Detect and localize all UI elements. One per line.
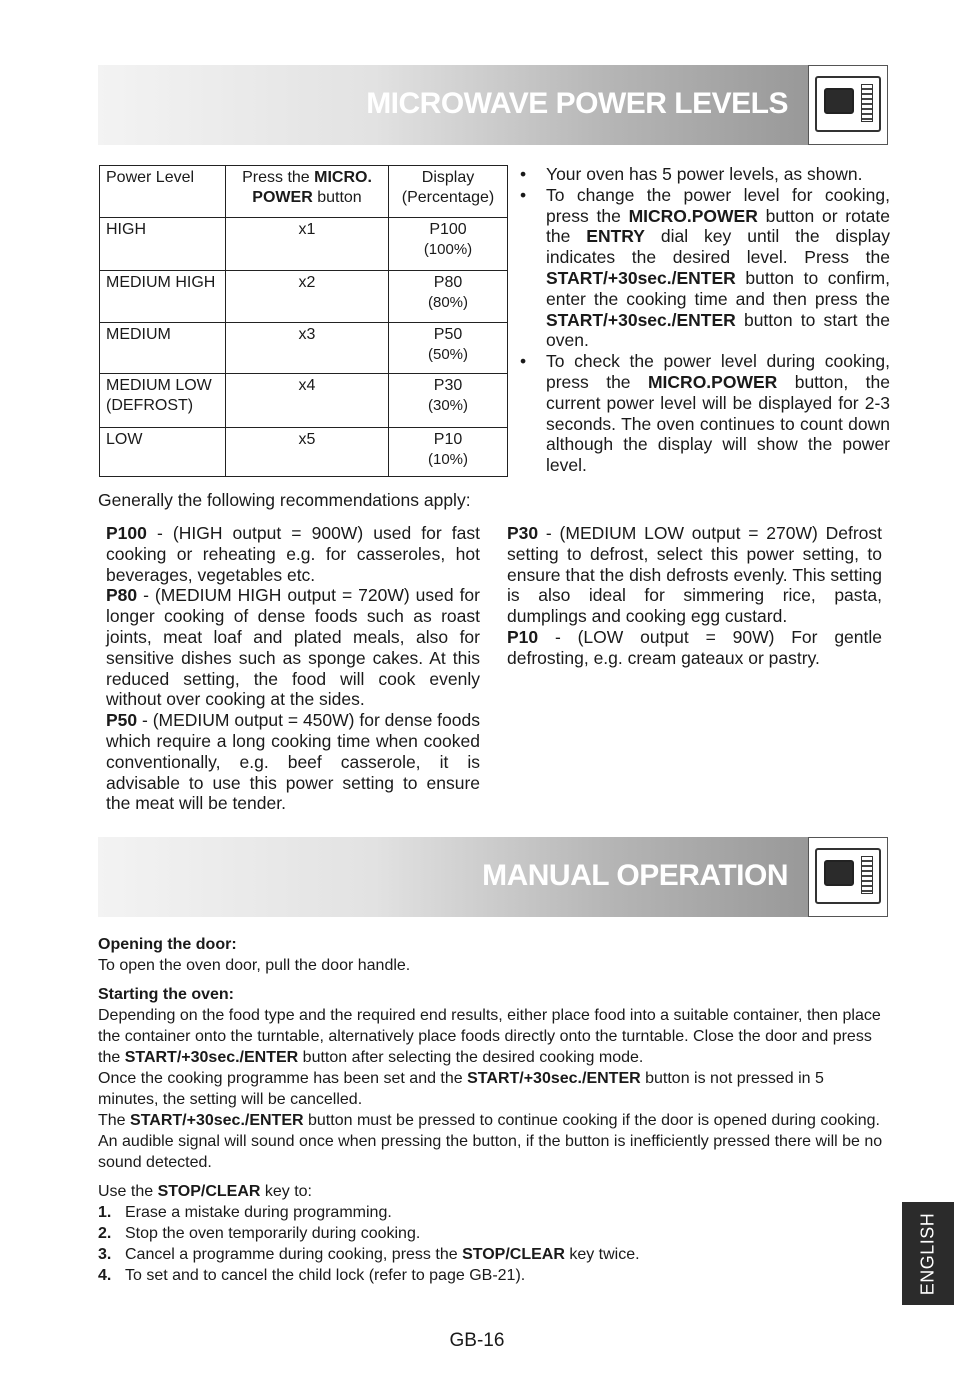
table-cell: P10 (10%) [389,428,508,477]
recommendation-p50: P50 - (MEDIUM output = 450W) for dense foods which require a long cooking time when cooked conventionally, e.g. beef casserole, it is advisable to use this power setting to ensure the meat will be tender. [106,710,480,814]
list-item: • To change the power level for cooking, press the MICRO.POWER button or rotate the ENTRY dial key until the display indicates the desired level. Press the START/+30sec./ENTER button to confirm, enter the cooking time and then press the START/+30sec./ENTER button to start the oven. [520,185,890,351]
table-cell: P100 (100%) [389,218,508,271]
table-cell: x4 [226,374,389,428]
language-tab [902,1202,954,1305]
opening-door-heading: Opening the door: [98,936,237,953]
table-cell: MEDIUM [100,323,226,374]
stop-clear-list [98,1202,883,1286]
starting-oven-text: The START/+30sec./ENTER button must be pressed to continue cooking if the door is opened during cooking. An audible signal will sound once when pressing the button, if the button is inefficiently pressed there will be no sound detected. [98,1112,883,1171]
table-cell: x5 [226,428,389,477]
table-cell: x3 [226,323,389,374]
table-cell: LOW [100,428,226,477]
page-number: GB-16 [449,1330,505,1351]
table-cell: P80 (80%) [389,271,508,323]
table-row [100,323,508,374]
section-banner-power-levels [98,65,888,145]
list-item: 2. Stop the oven temporarily during cooking. [98,1225,421,1242]
microwave-icon [808,65,888,145]
language-tab-label: ENGLISH [917,1212,938,1295]
power-level-table [99,165,508,477]
table-row [100,428,508,477]
table-cell: MEDIUM LOW (DEFROST) [100,374,226,428]
recommendations-right [507,523,882,669]
section-title: MANUAL OPERATION [482,859,788,892]
manual-operation-body [98,934,883,1286]
recommendation-p80: P80 - (MEDIUM HIGH output = 720W) used for longer cooking of dense foods such as roast joints, meat loaf and plated meals, also for sensitive dishes such as sponge cakes. At this reduced setting, the food will cook evenly without over cooking at the sides. [106,585,480,710]
starting-oven-text: Once the cooking programme has been set and the START/+30sec./ENTER button is not pressed in 5 minutes, the setting will be cancelled. [98,1070,824,1108]
table-header-cell: Display (Percentage) [389,166,508,218]
list-item: 1. Erase a mistake during programming. [98,1204,392,1221]
table-cell: P30 (30%) [389,374,508,428]
list-item: 4. To set and to cancel the child lock (refer to page GB-21). [98,1267,526,1284]
table-header-cell: Power Level [100,166,226,218]
starting-oven-text: Depending on the food type and the required end results, either place food into a suitable container, then place the container onto the turntable, alternatively place foods directly onto the turntable. Close the door and press the START/+30sec./ENTER button after selecting the desired cooking mode. [98,1007,881,1066]
table-row [100,218,508,271]
table-cell: MEDIUM HIGH [100,271,226,323]
table-row [100,374,508,428]
power-level-notes [520,164,890,476]
table-cell: x2 [226,271,389,323]
section-banner-manual-operation [98,837,888,917]
microwave-icon [808,837,888,917]
opening-door-text: To open the oven door, pull the door handle. [98,957,411,974]
table-header-row [100,166,508,218]
list-item: • Your oven has 5 power levels, as shown. [520,164,890,185]
table-cell: P50 (50%) [389,323,508,374]
recommendations-intro: Generally the following recommendations apply: [98,490,471,510]
recommendation-p10: P10 - (LOW output = 90W) For gentle defrosting, e.g. cream gateaux or pastry. [507,626,882,668]
list-item: • To check the power level during cooking, press the MICRO.POWER button, the current power level will be displayed for 2-3 seconds. The oven continues to count down although the display will show the power level. [520,351,890,476]
stop-clear-intro: Use the STOP/CLEAR key to: [98,1183,312,1200]
recommendation-p100: P100 - (HIGH output = 900W) used for fast cooking or reheating e.g. for casseroles, hot beverages, vegetables etc. [106,523,480,585]
table-cell: x1 [226,218,389,271]
list-item: 3. Cancel a programme during cooking, press the STOP/CLEAR key twice. [98,1246,640,1263]
recommendations-left [106,523,480,814]
table-header-cell: Press the MICRO. POWER button [226,166,389,218]
recommendation-p30: P30 - (MEDIUM LOW output = 270W) Defrost setting to defrost, select this power setting, to ensure that the dish defrosts evenly. This setting is also ideal for simmering rice, pasta, dumplings and cooking egg custard. [507,523,882,627]
starting-oven-heading: Starting the oven: [98,986,235,1003]
table-cell: HIGH [100,218,226,271]
section-title: MICROWAVE POWER LEVELS [366,87,788,120]
table-row [100,271,508,323]
